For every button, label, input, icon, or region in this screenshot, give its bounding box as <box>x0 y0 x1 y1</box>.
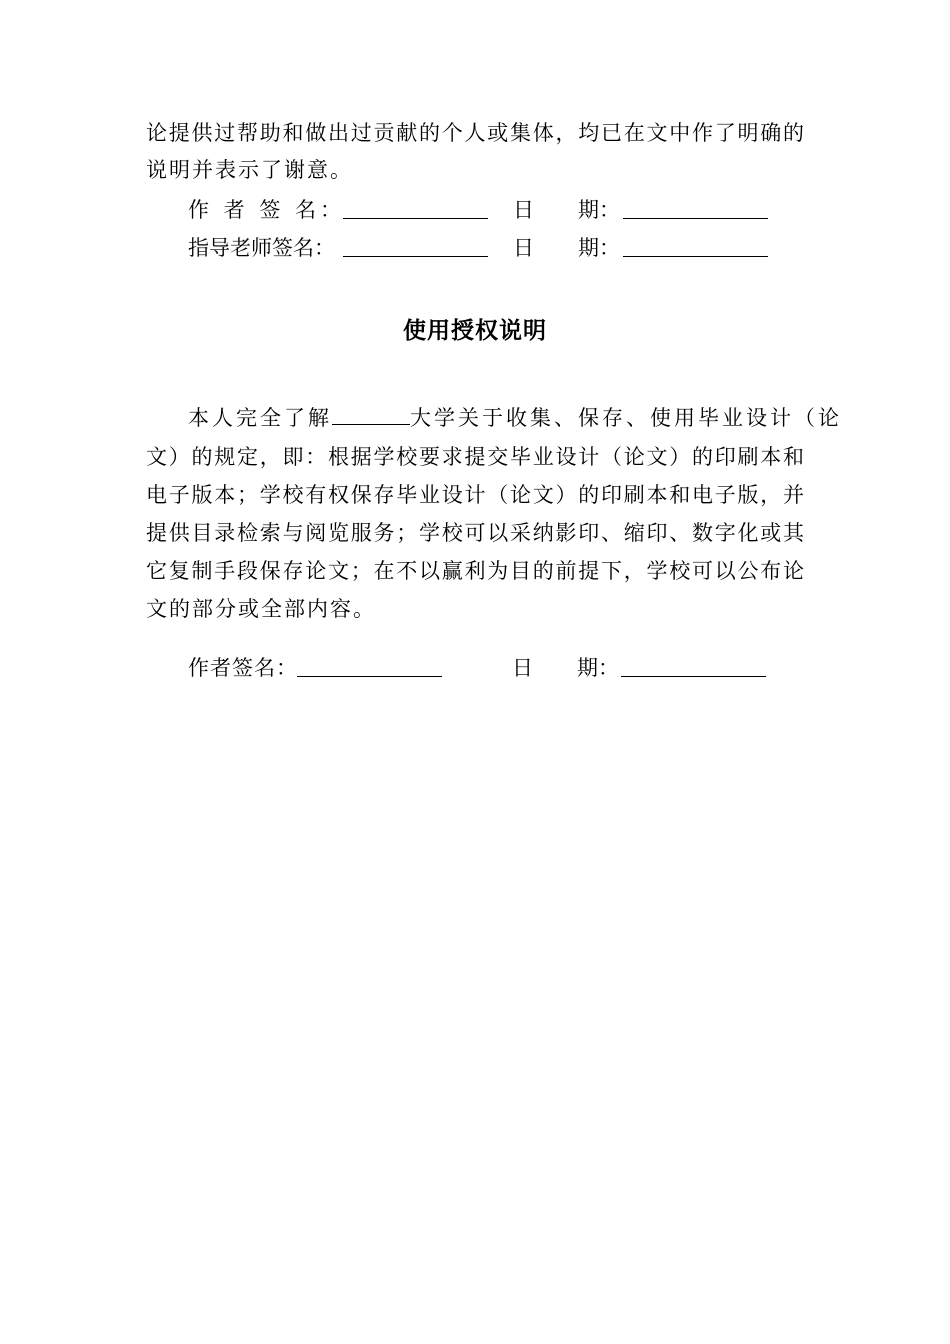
authorization-author-signature-row <box>0 652 950 682</box>
advisor-signature-blank[interactable] <box>343 234 488 262</box>
date-label-char-1: 日 <box>513 236 534 260</box>
advisor-signature-label: 指导老师签名： <box>188 236 335 260</box>
author-signature-label: 作 者 签 名： <box>188 198 346 222</box>
advisor-date-blank[interactable] <box>623 234 768 262</box>
declaration-line-1: 论提供过帮助和做出过贡献的个人或集体，均已在文中作了明确的 <box>146 121 804 145</box>
authorization-author-blank[interactable] <box>297 654 442 682</box>
date-label-char-2: 期： <box>578 236 620 260</box>
author-date-blank[interactable] <box>623 196 768 224</box>
authorization-author-label: 作者签名： <box>188 656 298 680</box>
date-label-char-2: 期： <box>577 656 619 680</box>
authorization-line: 它复制手段保存论文；在不以赢利为目的前提下，学校可以公布论 <box>146 559 804 583</box>
university-name-blank[interactable] <box>332 402 410 425</box>
authorization-title: 使用授权说明 <box>403 318 547 344</box>
declaration-author-signature-row <box>0 194 950 224</box>
authorization-line-1-prefix: 本人完全了解 <box>188 406 332 430</box>
authorization-last-line: 文的部分或全部内容。 <box>146 597 376 621</box>
authorization-line-1 <box>188 402 842 432</box>
declaration-advisor-signature-row <box>0 232 950 262</box>
authorization-line-1-suffix: 大学关于收集、保存、使用毕业设计（论 <box>410 406 842 430</box>
author-signature-blank[interactable] <box>343 196 488 224</box>
date-label-char-2: 期： <box>578 198 620 222</box>
authorization-line: 文）的规定，即：根据学校要求提交毕业设计（论文）的印刷本和 <box>146 445 804 469</box>
declaration-line-2: 说明并表示了谢意。 <box>146 158 353 182</box>
authorization-date-blank[interactable] <box>621 654 766 682</box>
authorization-line: 电子版本；学校有权保存毕业设计（论文）的印刷本和电子版，并 <box>146 483 804 507</box>
authorization-line: 提供目录检索与阅览服务；学校可以采纳影印、缩印、数字化或其 <box>146 521 804 545</box>
date-label-char-1: 日 <box>513 198 534 222</box>
date-label-char-1: 日 <box>512 656 533 680</box>
